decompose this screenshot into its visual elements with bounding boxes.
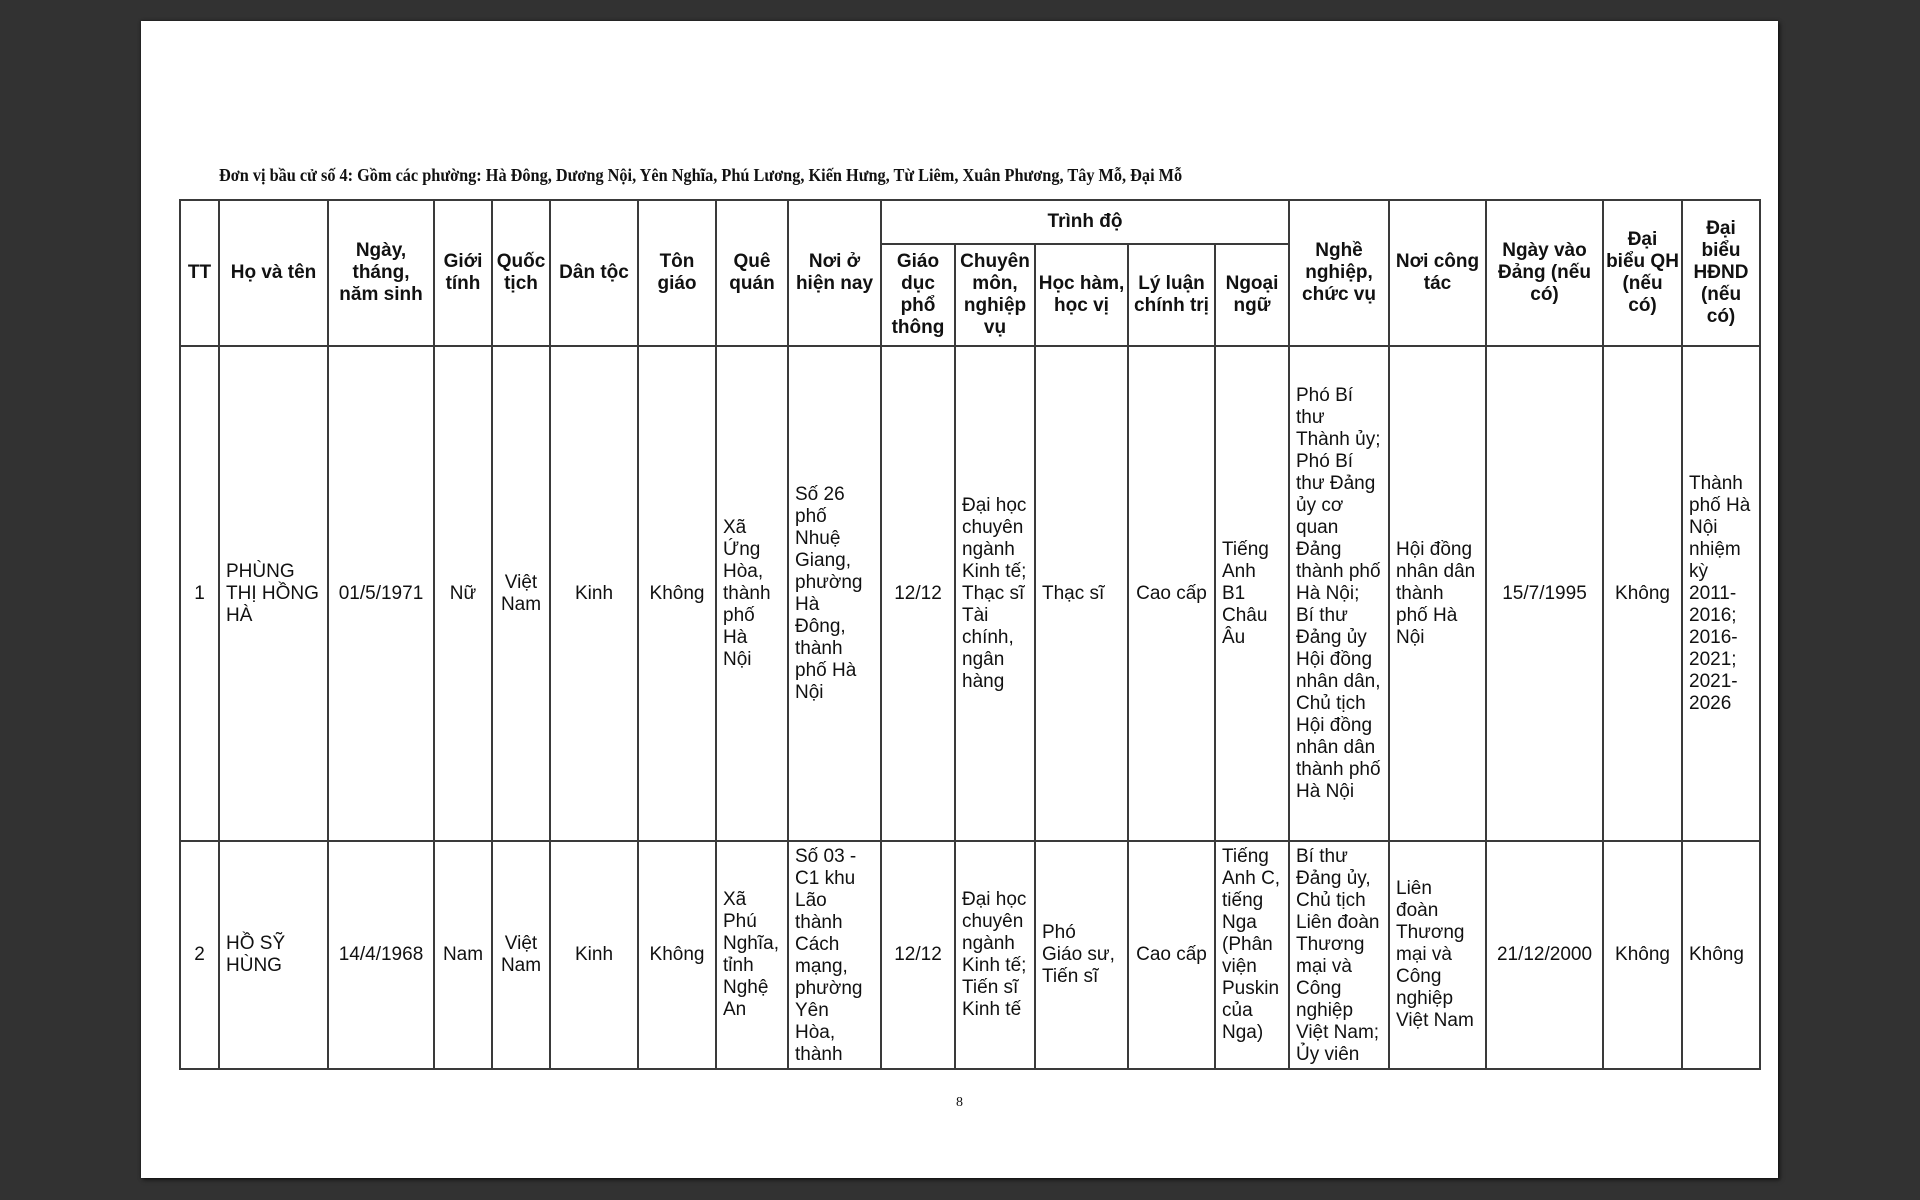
cell-council-deputy: Không [1682, 841, 1760, 1069]
cell-workplace: Liên đoàn Thương mại và Công nghiệp Việt Nam [1389, 841, 1486, 1069]
cell-religion: Không [638, 346, 716, 841]
header-date-of-birth: Ngày, tháng, năm sinh [328, 200, 434, 346]
header-academic-degree: Học hàm, học vị [1035, 244, 1128, 346]
header-tt: TT [180, 200, 219, 346]
cell-academic-degree: Phó Giáo sư, Tiến sĩ [1035, 841, 1128, 1069]
cell-hometown: Xã Phú Nghĩa, tỉnh Nghệ An [716, 841, 788, 1069]
header-general-education: Giáo dục phổ thông [881, 244, 955, 346]
header-workplace: Nơi công tác [1389, 200, 1486, 346]
table-row [180, 841, 1760, 1069]
cell-na-deputy: Không [1603, 346, 1682, 841]
cell-political-theory: Cao cấp [1128, 346, 1215, 841]
header-full-name: Họ và tên [219, 200, 328, 346]
header-specialization: Chuyên môn, nghiệp vụ [955, 244, 1035, 346]
header-qualifications: Trình độ [881, 200, 1289, 244]
cell-ethnicity: Kinh [550, 346, 638, 841]
cell-date-of-birth: 01/5/1971 [328, 346, 434, 841]
header-party-join-date: Ngày vào Đảng (nếu có) [1486, 200, 1603, 346]
header-hometown: Quê quán [716, 200, 788, 346]
cell-council-deputy: Thành phố Hà Nội nhiệm kỳ 2011-2016; 2016-2021; 2021-2026 [1682, 346, 1760, 841]
cell-residence: Số 26 phố Nhuệ Giang, phường Hà Đông, thành phố Hà Nội [788, 346, 881, 841]
header-ethnicity: Dân tộc [550, 200, 638, 346]
cell-party-join-date: 21/12/2000 [1486, 841, 1603, 1069]
cell-full-name: PHÙNG THỊ HỒNG HÀ [219, 346, 328, 841]
cell-foreign-language: Tiếng Anh C, tiếng Nga (Phân viện Puskin của Nga) [1215, 841, 1289, 1069]
header-council-deputy: Đại biểu HĐND (nếu có) [1682, 200, 1760, 346]
electoral-unit-heading: Đơn vị bầu cử số 4: Gồm các phường: Hà Đông, Dương Nội, Yên Nghĩa, Phú Lương, Kiến Hưng, Từ Liêm, Xuân Phương, Tây Mỗ, Đại Mỗ [219, 165, 1183, 185]
cell-gender: Nữ [434, 346, 492, 841]
cell-nationality: Việt Nam [492, 346, 550, 841]
cell-residence: Số 03 - C1 khu Lão thành Cách mạng, phường Yên Hòa, thành [788, 841, 881, 1069]
header-gender: Giới tính [434, 200, 492, 346]
cell-ethnicity: Kinh [550, 841, 638, 1069]
table-row [180, 346, 1760, 841]
cell-tt: 2 [180, 841, 219, 1069]
cell-foreign-language: Tiếng Anh B1 Châu Âu [1215, 346, 1289, 841]
cell-occupation: Phó Bí thư Thành ủy; Phó Bí thư Đảng ủy cơ quan Đảng thành phố Hà Nội; Bí thư Đảng ủy Hội đồng nhân dân, Chủ tịch Hội đồng nhân dân thành phố Hà Nội [1289, 346, 1389, 841]
candidate-table [179, 199, 1761, 1070]
cell-gender: Nam [434, 841, 492, 1069]
cell-party-join-date: 15/7/1995 [1486, 346, 1603, 841]
document-page [141, 21, 1778, 1178]
cell-full-name: HỒ SỸ HÙNG [219, 841, 328, 1069]
cell-na-deputy: Không [1603, 841, 1682, 1069]
cell-hometown: Xã Ứng Hòa, thành phố Hà Nội [716, 346, 788, 841]
cell-date-of-birth: 14/4/1968 [328, 841, 434, 1069]
cell-tt: 1 [180, 346, 219, 841]
header-row [180, 200, 1760, 244]
cell-political-theory: Cao cấp [1128, 841, 1215, 1069]
cell-occupation: Bí thư Đảng ủy, Chủ tịch Liên đoàn Thương mại và Công nghiệp Việt Nam; Ủy viên [1289, 841, 1389, 1069]
cell-academic-degree: Thạc sĩ [1035, 346, 1128, 841]
cell-religion: Không [638, 841, 716, 1069]
page-number: 8 [956, 1095, 963, 1110]
cell-general-education: 12/12 [881, 346, 955, 841]
cell-general-education: 12/12 [881, 841, 955, 1069]
cell-specialization: Đại học chuyên ngành Kinh tế; Thạc sĩ Tài chính, ngân hàng [955, 346, 1035, 841]
header-residence: Nơi ở hiện nay [788, 200, 881, 346]
cell-specialization: Đại học chuyên ngành Kinh tế; Tiến sĩ Kinh tế [955, 841, 1035, 1069]
header-na-deputy: Đại biểu QH (nếu có) [1603, 200, 1682, 346]
header-foreign-language: Ngoại ngữ [1215, 244, 1289, 346]
cell-nationality: Việt Nam [492, 841, 550, 1069]
header-nationality: Quốc tịch [492, 200, 550, 346]
cell-workplace: Hội đồng nhân dân thành phố Hà Nội [1389, 346, 1486, 841]
header-political-theory: Lý luận chính trị [1128, 244, 1215, 346]
header-religion: Tôn giáo [638, 200, 716, 346]
header-occupation: Nghề nghiệp, chức vụ [1289, 200, 1389, 346]
